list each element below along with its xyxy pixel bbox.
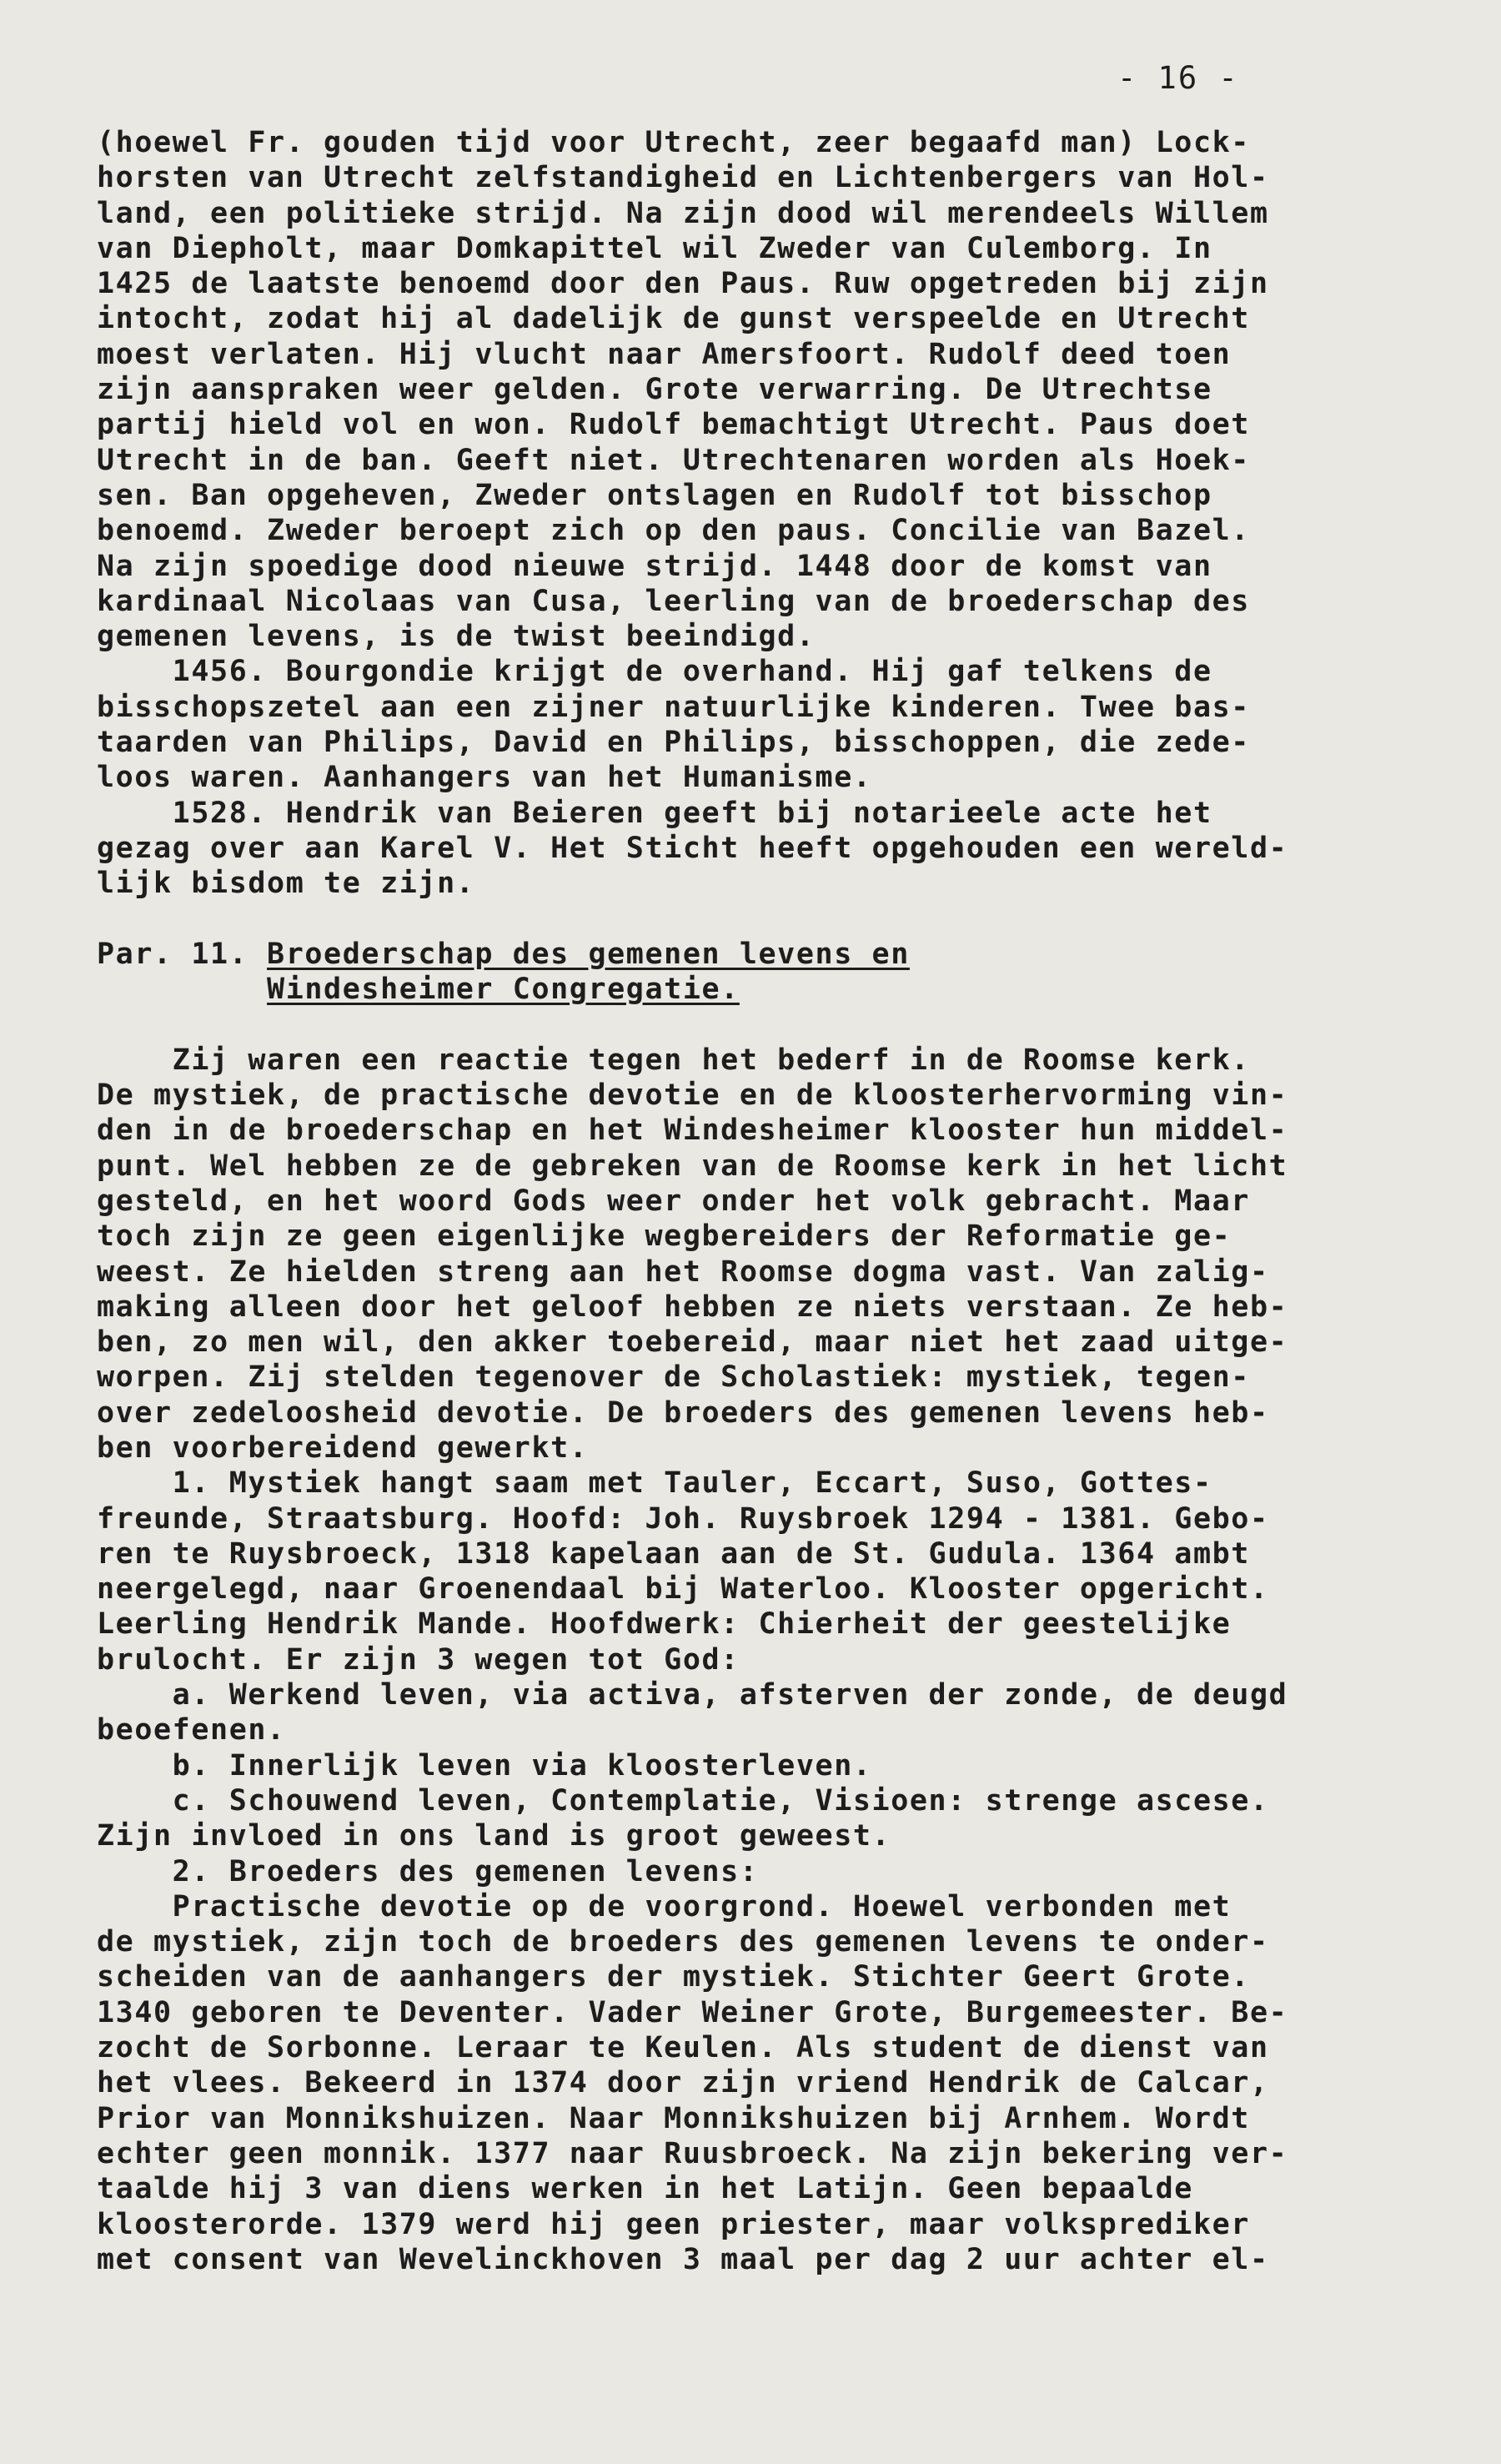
intro-text [97,125,1398,902]
text-line: bisschopszetel aan een zijner natuurlijke kinderen. Twee bas- [97,690,1250,724]
text-line: worpen. Zij stelden tegenover de Scholastiek: mystiek, tegen- [97,1360,1250,1395]
text-line: (hoewel Fr. gouden tijd voor Utrecht, zeer begaafd man) Lock- [97,126,1250,159]
text-line: 1340 geboren te Deventer. Vader Weiner Grote, Burgemeester. Be- [97,1995,1288,2029]
text-line: horsten van Utrecht zelfstandigheid en Lichtenbergers van Hol- [97,161,1269,195]
text-line: De mystiek, de practische devotie en de kloosterhervorming vin- [97,1079,1288,1113]
text-line: 1425 de laatste benoemd door den Paus. Ruw opgetreden bij zijn [97,267,1269,301]
text-line: taalde hij 3 van diens werken in het Latijn. Geen bepaalde [97,2172,1193,2206]
text-line: 1456. Bourgondie krijgt de overhand. Hij gaf telkens de [97,655,1212,689]
text-line: brulocht. Er zijn 3 wegen tot God: [97,1642,740,1677]
section-text [97,1043,1398,2277]
section-prefix: Par. 11. [97,937,268,971]
text-line: benoemd. Zweder beroept zich op den paus. Concilie van Bazel. [97,514,1250,548]
text-line: b. Innerlijk leven via kloosterleven. [97,1748,872,1783]
text-line: intocht, zodat hij al dadelijk de gunst verspeelde en Utrecht [97,302,1250,336]
text-line: beoefenen. [97,1713,286,1747]
text-line: het vlees. Bekeerd in 1374 door zijn vriend Hendrik de Calcar, [97,2066,1269,2100]
text-line: gemenen levens, is de twist beeindigd. [97,620,816,654]
text-line: echter geen monnik. 1377 naar Ruusbroeck. Na zijn bekering ver- [97,2136,1288,2170]
text-line: lijk bisdom te zijn. [97,867,475,901]
text-line: neergelegd, naar Groenendaal bij Waterloo. Klooster opgericht. [97,1572,1269,1607]
blank-line [97,1007,1398,1042]
text-line: land, een politieke strijd. Na zijn dood wil merendeels Willem [97,196,1269,230]
text-line: met consent van Wevelinckhoven 3 maal per dag 2 uur achter el- [97,2242,1269,2276]
text-line: 2. Broeders des gemenen levens: [97,1854,759,1888]
text-line: Utrecht in de ban. Geeft niet. Utrechtenaren worden als Hoek- [97,443,1250,477]
text-line: punt. Wel hebben ze de gebreken van de Roomse kerk in het licht [97,1149,1288,1183]
text-line: moest verlaten. Hij vlucht naar Amersfoort. Rudolf deed toen [97,337,1232,371]
text-line: c. Schouwend leven, Contemplatie, Visioen: strenge ascese. [97,1783,1269,1818]
text-line: gezag over aan Karel V. Het Sticht heeft opgehouden een wereld- [97,831,1288,865]
text-line: toch zijn ze geen eigenlijke wegbereiders der Reformatie ge- [97,1219,1232,1254]
text-line: zocht de Sorbonne. Leraar te Keulen. Als student de dienst van [97,2031,1269,2065]
text-line: den in de broederschap en het Windesheimer klooster hun middel- [97,1114,1288,1148]
text-line: loos waren. Aanhangers van het Humanisme. [97,761,872,795]
text-line: a. Werkend leven, via activa, afsterven der zonde, de deugd [97,1678,1288,1712]
text-line: gesteld, en het woord Gods weer onder het volk gebracht. Maar [97,1184,1250,1218]
text-line: Zijn invloed in ons land is groot geweest. [97,1819,891,1853]
text-line: taarden van Philips, David en Philips, bisschoppen, die zede- [97,726,1250,760]
section-title-line-1: Broederschap des gemenen levens en [267,937,910,971]
text-line: over zedeloosheid devotie. De broeders des gemenen levens heb- [97,1395,1269,1430]
text-line: kloosterorde. 1379 werd hij geen priester, maar volksprediker [97,2207,1250,2241]
text-line: Zij waren een reactie tegen het bederf in de Roomse kerk. [97,1043,1250,1077]
page-body [97,125,1398,2277]
text-line: de mystiek, zijn toch de broeders des gemenen levens te onder- [97,1925,1269,1959]
text-line: Leerling Hendrik Mande. Hoofdwerk: Chierheit der geestelijke [97,1607,1232,1642]
text-line: van Diepholt, maar Domkapittel wil Zweder van Culemborg. In [97,231,1212,265]
text-line: zijn aanspraken weer gelden. Grote verwarring. De Utrechtse [97,373,1212,407]
text-line: partij hield vol en won. Rudolf bemachtigt Utrecht. Paus doet [97,408,1250,442]
text-line: kardinaal Nicolaas van Cusa, leerling van de broederschap des [97,584,1250,618]
text-line: weest. Ze hielden streng aan het Roomse dogma vast. Van zalig- [97,1255,1269,1289]
blank-line [97,902,1398,937]
text-line: making alleen door het geloof hebben ze niets verstaan. Ze heb- [97,1290,1288,1324]
text-line: freunde, Straatsburg. Hoofd: Joh. Ruysbroek 1294 - 1381. Gebo- [97,1501,1269,1536]
page-number: - 16 - [1117,60,1239,96]
text-line: 1. Mystiek hangt saam met Tauler, Eccart, Suso, Gottes- [97,1466,1212,1501]
text-line: Prior van Monnikshuizen. Naar Monnikshuizen bij Arnhem. Wordt [97,2101,1250,2135]
text-line: Na zijn spoedige dood nieuwe strijd. 1448 door de komst van [97,549,1212,583]
text-line: scheiden van de aanhangers der mystiek. Stichter Geert Grote. [97,1960,1250,1994]
section-indent [97,973,267,1006]
section-title-line-2: Windesheimer Congregatie. [267,973,740,1007]
text-line: ben, zo men wil, den akker toebereid, maar niet het zaad uitge- [97,1325,1288,1360]
text-line: sen. Ban opgeheven, Zweder ontslagen en Rudolf tot bisschop [97,478,1212,512]
text-line: ben voorbereidend gewerkt. [97,1431,589,1465]
text-line: Practische devotie op de voorgrond. Hoewel verbonden met [97,1889,1232,1923]
text-line: ren te Ruysbroeck, 1318 kapelaan aan de St. Gudula. 1364 ambt [97,1536,1250,1571]
section-heading [97,937,1398,1008]
text-line: 1528. Hendrik van Beieren geeft bij notarieele acte het [97,796,1212,830]
